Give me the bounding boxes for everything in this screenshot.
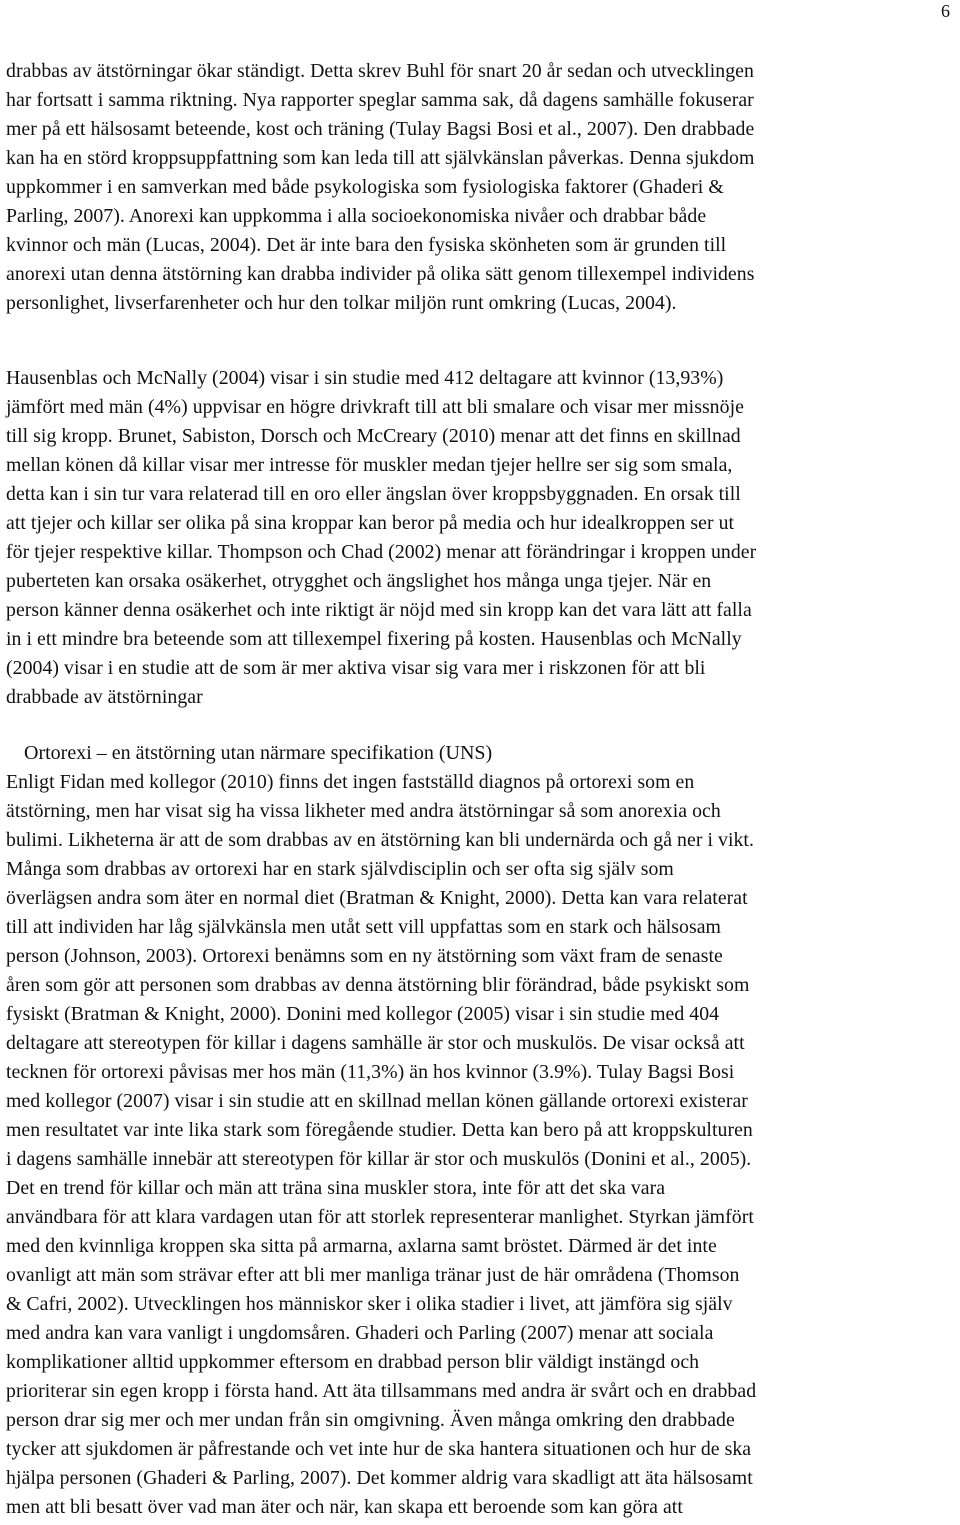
text-line: ovanligt att män som strävar efter att bli mer manliga tränar just de här områdena (Thomson <box>6 1264 740 1286</box>
text-line: mer på ett hälsosamt beteende, kost och träning (Tulay Bagsi Bosi et al., 2007). Den drabbade <box>6 118 755 140</box>
page-number: 6 <box>941 1 950 21</box>
text-line: bulimi. Likheterna är att de som drabbas av en ätstörning kan bli undernärda och gå ner i vikt. <box>6 829 754 851</box>
text-line: puberteten kan orsaka osäkerhet, otrygghet och ängslighet hos många unga tjejer. När en <box>6 570 712 592</box>
text-line: Många som drabbas av ortorexi har en stark självdisciplin och ser ofta sig själv som <box>6 858 674 880</box>
text-line: Parling, 2007). Anorexi kan uppkomma i alla socioekonomiska nivåer och drabbar både <box>6 205 707 227</box>
text-line: mellan könen då killar visar mer intresse för muskler medan tjejer hellre ser sig som smala, <box>6 454 733 476</box>
text-line: person känner denna osäkerhet och inte riktigt är nöjd med sin kropp kan det vara lätt att falla <box>6 599 752 621</box>
text-line: ätstörning, men har visat sig ha vissa likheter med andra ätstörningar så som anorexia och <box>6 800 721 822</box>
text-line: uppkommer i en samverkan med både psykologiska som fysiologiska faktorer (Ghaderi & <box>6 176 724 198</box>
text-line: person drar sig mer och mer undan från sin omgivning. Även många omkring den drabbade <box>6 1409 735 1431</box>
text-line: Enligt Fidan med kollegor (2010) finns det ingen fastställd diagnos på ortorexi som en <box>6 771 695 793</box>
text-line: komplikationer alltid uppkommer eftersom en drabbad person blir väldigt instängd och <box>6 1351 700 1373</box>
text-line: Det en trend för killar och män att träna sina muskler stora, inte för att det ska vara <box>6 1177 666 1199</box>
text-line: drabbas av ätstörningar ökar ständigt. Detta skrev Buhl för snart 20 år sedan och utvecklingen <box>6 60 754 82</box>
text-line: överlägsen andra som äter en normal diet (Bratman & Knight, 2000). Detta kan vara relaterat <box>6 887 748 909</box>
paragraph-orthorexia <box>6 768 954 1522</box>
text-line: men att bli besatt över vad man äter och när, kan skapa ett beroende som kan göra att <box>6 1496 683 1518</box>
text-line: prioriterar sin egen kropp i första hand. Att äta tillsammans med andra är svårt och en drabbad <box>6 1380 757 1402</box>
text-line: åren som gör att personen som drabbas av denna ätstörning blir förändrad, både psykiskt som <box>6 974 750 996</box>
paragraph-anorexia-background <box>6 57 954 318</box>
text-line: & Cafri, 2002). Utvecklingen hos människor sker i olika stadier i livet, att jämföra sig själv <box>6 1293 733 1315</box>
text-line: tecknen för ortorexi påvisas mer hos män (11,3%) än hos kvinnor (3.9%). Tulay Bagsi Bosi <box>6 1061 735 1083</box>
text-line: har fortsatt i samma riktning. Nya rapporter speglar samma sak, då dagens samhälle fokuserar <box>6 89 754 111</box>
text-line: personlighet, livserfarenheter och hur den tolkar miljön runt omkring (Lucas, 2004). <box>6 292 677 314</box>
text-line: till sig kropp. Brunet, Sabiston, Dorsch och McCreary (2010) menar att det finns en skillnad <box>6 425 741 447</box>
text-line: deltagare att stereotypen för killar i dagens samhälle är stor och muskulös. De visar också att <box>6 1032 745 1054</box>
text-line: hjälpa personen (Ghaderi & Parling, 2007). Det kommer aldrig vara skadligt att äta hälsosamt <box>6 1467 753 1489</box>
text-line: att tjejer och killar ser olika på sina kroppar kan beror på media och hur idealkroppen ser ut <box>6 512 735 534</box>
text-line: drabbade av ätstörningar <box>6 686 203 708</box>
text-line: med den kvinnliga kroppen ska sitta på armarna, axlarna samt bröstet. Därmed är det inte <box>6 1235 717 1257</box>
text-line: kan ha en störd kroppsuppfattning som kan leda till att självkänslan påverkas. Denna sjukdom <box>6 147 755 169</box>
text-line: anorexi utan denna ätstörning kan drabba individer på olika sätt genom tillexempel individens <box>6 263 755 285</box>
text-line: person (Johnson, 2003). Ortorexi benämns som en ny ätstörning som växt fram de senaste <box>6 945 723 967</box>
section-heading-orthorexia: Ortorexi – en ätstörning utan närmare specifikation (UNS) <box>24 742 493 764</box>
text-line: tycker att sjukdomen är påfrestande och vet inte hur de ska hantera situationen och hur de ska <box>6 1438 752 1460</box>
text-line: kvinnor och män (Lucas, 2004). Det är inte bara den fysiska skönheten som är grunden till <box>6 234 727 256</box>
text-line: med andra kan vara vanligt i ungdomsåren. Ghaderi och Parling (2007) menar att sociala <box>6 1322 714 1344</box>
text-line: till att individen har låg självkänsla men utåt sett vill uppfattas som en stark och hälsosam <box>6 916 721 938</box>
text-line: (2004) visar i en studie att de som är mer aktiva visar sig vara mer i riskzonen för att bli <box>6 657 706 679</box>
text-line: jämfört med män (4%) uppvisar en högre drivkraft till att bli smalare och visar mer missnöje <box>6 396 744 418</box>
text-line: i dagens samhälle innebär att stereotypen för killar är stor och muskulös (Donini et al., 2005). <box>6 1148 752 1170</box>
paragraph-gender-differences <box>6 364 954 712</box>
text-line: detta kan i sin tur vara relaterad till en oro eller ängslan över kroppsbyggnaden. En orsak till <box>6 483 741 505</box>
text-line: med kollegor (2007) visar i sin studie att en skillnad mellan könen gällande ortorexi existerar <box>6 1090 748 1112</box>
text-line: användbara för att klara vardagen utan för att storlek representerar manlighet. Styrkan jämfört <box>6 1206 754 1228</box>
text-line: men resultatet var inte lika stark som föregående studier. Detta kan bero på att kroppskulturen <box>6 1119 753 1141</box>
text-line: fysiskt (Bratman & Knight, 2000). Donini med kollegor (2005) visar i sin studie med 404 <box>6 1003 720 1025</box>
text-line: in i ett mindre bra beteende som att tillexempel fixering på kosten. Hausenblas och McNally <box>6 628 742 650</box>
text-line: för tjejer respektive killar. Thompson och Chad (2002) menar att förändringar i kroppen under <box>6 541 757 563</box>
text-line: Hausenblas och McNally (2004) visar i sin studie med 412 deltagare att kvinnor (13,93%) <box>6 367 724 389</box>
